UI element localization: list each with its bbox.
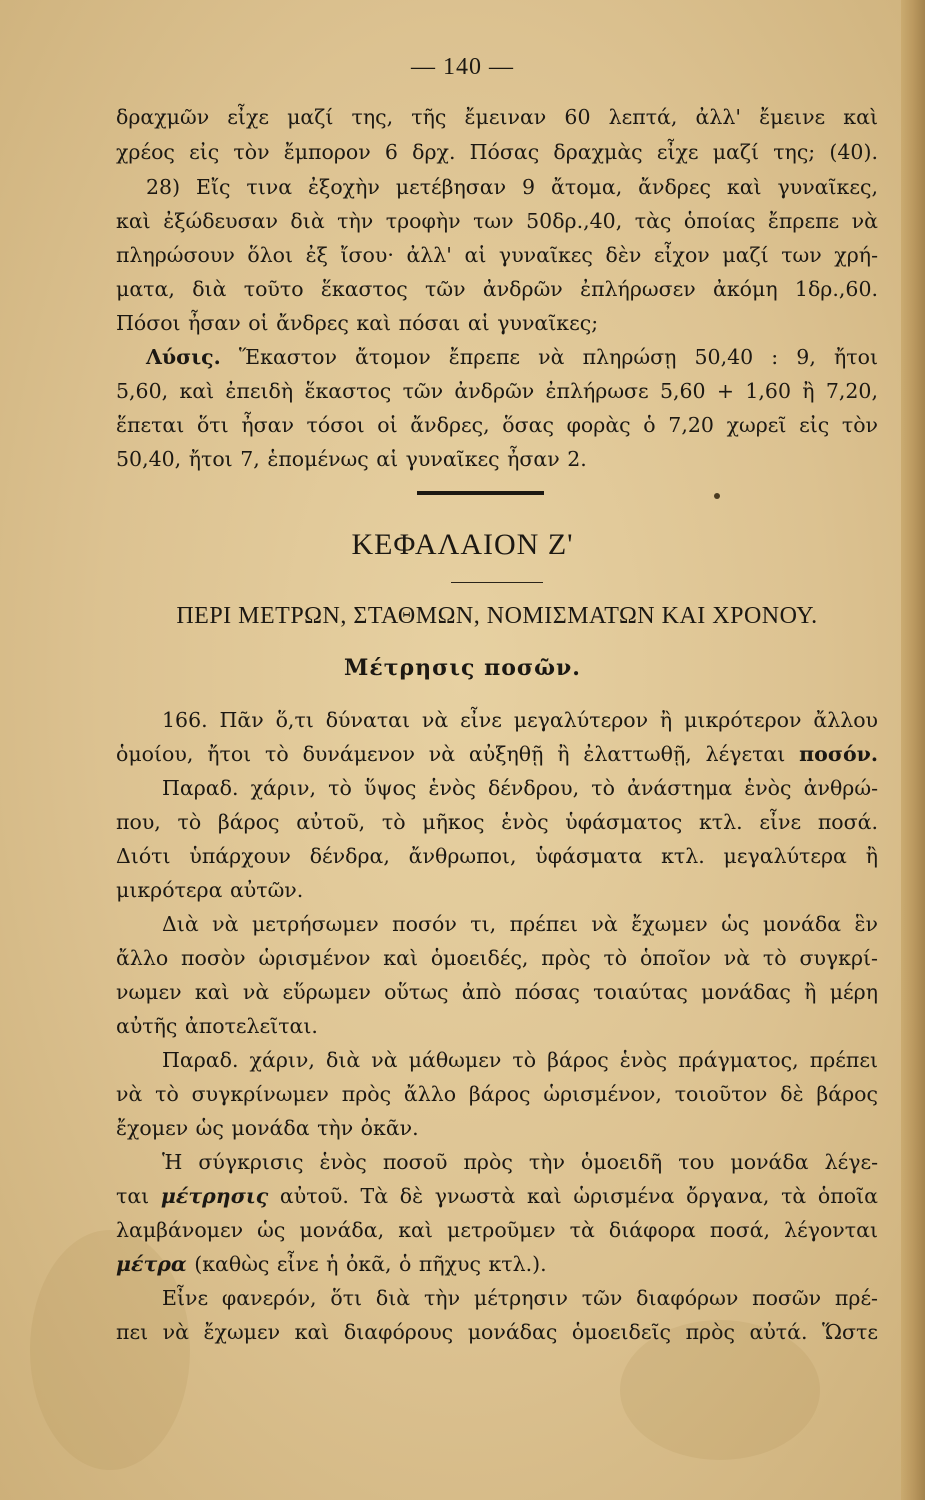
- solution-label: Λύσις.: [146, 345, 221, 369]
- subheading: Μέτρησις ποσῶν.: [344, 655, 581, 681]
- solution-line: [116, 340, 878, 374]
- text-line: που, τὸ βάρος αὐτοῦ, τὸ μῆκος ἑνὸς ὑφάσματος κτλ. εἶνε ποσά.: [116, 810, 878, 834]
- text-line: μικρότερα αὐτῶν.: [116, 878, 304, 902]
- definition-text: ὁμοίου, ἤτοι τὸ δυνάμενον νὰ αὐξηθῇ ἢ ἐλαττωθῇ, λέγεται: [116, 742, 786, 766]
- text-line: 28) Εἴς τινα ἐξοχὴν μετέβησαν 9 ἄτομα, ἄνδρες καὶ γυναῖκες,: [146, 175, 878, 199]
- text-line: [116, 737, 878, 771]
- text-line: 50,40, ἤτοι 7, ἑπομένως αἱ γυναῖκες ἦσαν 2.: [116, 447, 587, 471]
- section-title: ΠΕΡΙ ΜΕΤΡΩΝ, ΣΤΑΘΜΩΝ, ΝΟΜΙΣΜΑΤΩΝ ΚΑΙ ΧΡΟΝΟΥ.: [176, 603, 818, 629]
- text-line: νωμεν καὶ νὰ εὕρωμεν οὕτως ἀπὸ πόσας τοιαύτας μονάδας ἢ μέρη: [116, 980, 878, 1004]
- chapter-title: ΚΕΦΑΛΑΙΟΝ Ζ': [351, 528, 574, 561]
- term-metresis: μέτρησις: [160, 1184, 269, 1208]
- text-line: ἄλλο ποσὸν ὡρισμένον καὶ ὁμοειδές, πρὸς τὸ ὁποῖον νὰ τὸ συγκρί-: [116, 946, 878, 970]
- text-fragment: αὐτοῦ. Τὰ δὲ γνωστὰ καὶ ὡρισμένα ὄργανα, τὰ ὁποῖα: [279, 1184, 878, 1208]
- chapter-rule: [451, 582, 543, 583]
- binding-edge: [901, 0, 925, 1500]
- definition-term: ποσόν.: [799, 742, 878, 766]
- section-divider: [417, 491, 544, 495]
- text-line: χρέος εἰς τὸν ἔμπορον 6 δρχ. Πόσας δραχμὰς εἶχε μαζί της; (40).: [116, 140, 878, 164]
- text-fragment: (καθὼς εἶνε ἡ ὀκᾶ, ὁ πῆχυς κτλ.).: [194, 1252, 547, 1276]
- text-line: Πόσοι ἦσαν οἱ ἄνδρες καὶ πόσαι αἱ γυναῖκες;: [116, 311, 599, 335]
- text-line: καὶ ἐξώδευσαν διὰ τὴν τροφὴν των 50δρ.,40, τὰς ὁποίας ἔπρεπε νὰ: [116, 209, 878, 233]
- term-metra: μέτρα: [116, 1252, 187, 1276]
- text-line: ἔχομεν ὡς μονάδα τὴν ὀκᾶν.: [116, 1116, 419, 1140]
- text-fragment: ται: [116, 1184, 150, 1208]
- text-line: Διότι ὑπάρχουν δένδρα, ἄνθρωποι, ὑφάσματα κτλ. μεγαλύτερα ἢ: [116, 844, 878, 868]
- text-line: πληρώσουν ὅλοι ἐξ ἴσου· ἀλλ' αἱ γυναῖκες δὲν εἶχον μαζί των χρή-: [116, 243, 878, 267]
- text-line: Παραδ. χάριν, τὸ ὕψος ἑνὸς δένδρου, τὸ ἀνάστημα ἑνὸς ἀνθρώ-: [162, 776, 878, 800]
- text-line: νὰ τὸ συγκρίνωμεν πρὸς ἄλλο βάρος ὡρισμένον, τοιοῦτον δὲ βάρος: [116, 1082, 878, 1106]
- text-line: πει νὰ ἔχωμεν καὶ διαφόρους μονάδας ὁμοειδεῖς πρὸς αὐτά. Ὥστε: [116, 1320, 878, 1344]
- text-line: [116, 1247, 878, 1281]
- text-line: Διὰ νὰ μετρήσωμεν ποσόν τι, πρέπει νὰ ἔχωμεν ὡς μονάδα ἓν: [162, 912, 878, 936]
- text-line: 166. Πᾶν ὅ,τι δύναται νὰ εἶνε μεγαλύτερον ἢ μικρότερον ἄλλου: [162, 708, 878, 732]
- solution-text: Ἕκαστον ἄτομον ἔπρεπε νὰ πληρώσῃ 50,40 : 9, ἤτοι: [238, 345, 878, 369]
- text-line: [116, 1179, 878, 1213]
- text-line: ἕπεται ὅτι ἦσαν τόσοι οἱ ἄνδρες, ὅσας φορὰς ὁ 7,20 χωρεῖ εἰς τὸν: [116, 413, 878, 437]
- text-line: Παραδ. χάριν, διὰ νὰ μάθωμεν τὸ βάρος ἑνὸς πράγματος, πρέπει: [162, 1048, 878, 1072]
- text-line: λαμβάνομεν ὡς μονάδα, καὶ μετροῦμεν τὰ διάφορα ποσά, λέγονται: [116, 1218, 878, 1242]
- text-line: δραχμῶν εἶχε μαζί της, τῆς ἔμειναν 60 λεπτά, ἀλλ' ἔμεινε καὶ: [116, 105, 878, 129]
- page-number: — 140 —: [411, 54, 514, 80]
- text-line: 5,60, καὶ ἐπειδὴ ἕκαστος τῶν ἀνδρῶν ἐπλήρωσε 5,60 + 1,60 ἢ 7,20,: [116, 379, 878, 403]
- ink-dot: [714, 493, 720, 499]
- text-line: Εἶνε φανερόν, ὅτι διὰ τὴν μέτρησιν τῶν διαφόρων ποσῶν πρέ-: [162, 1286, 878, 1310]
- text-line: Ἡ σύγκρισις ἑνὸς ποσοῦ πρὸς τὴν ὁμοειδῆ του μονάδα λέγε-: [162, 1150, 878, 1174]
- text-line: αὐτῆς ἀποτελεῖται.: [116, 1014, 318, 1038]
- text-line: ματα, διὰ τοῦτο ἕκαστος τῶν ἀνδρῶν ἐπλήρωσεν ἀκόμη 1δρ.,60.: [116, 277, 878, 301]
